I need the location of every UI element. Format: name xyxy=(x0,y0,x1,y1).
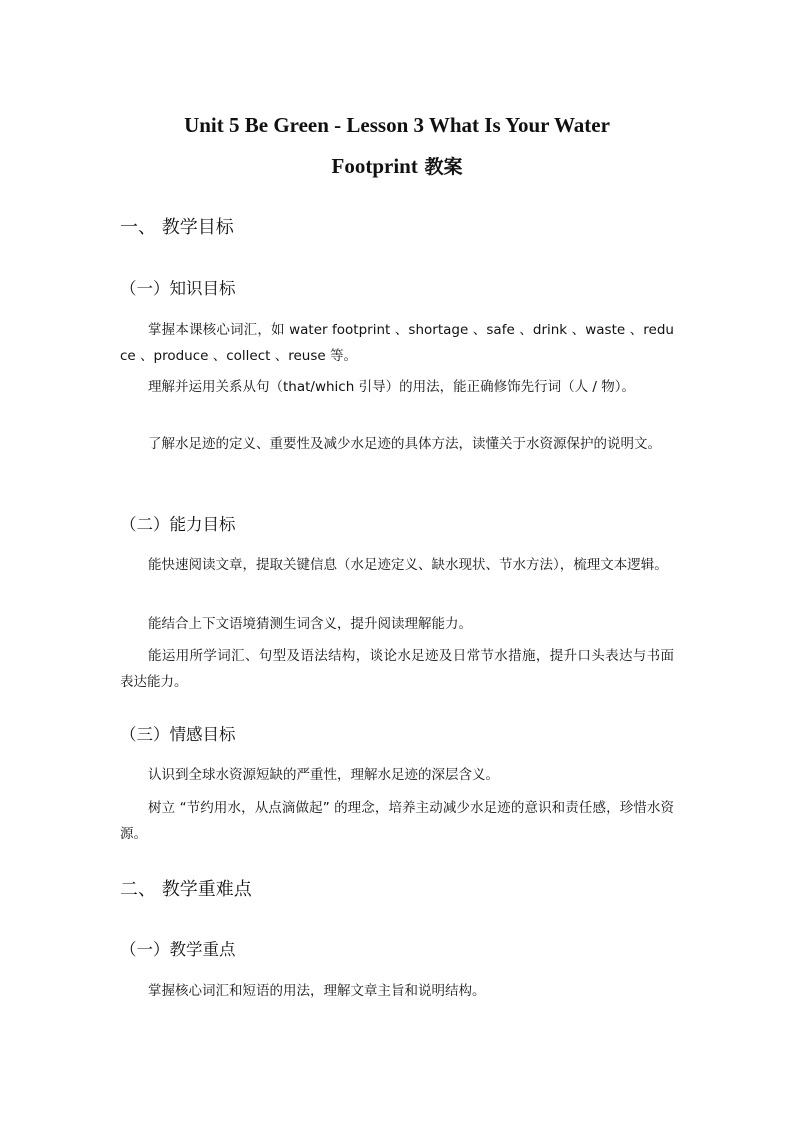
subsection-heading-emotion: （三）情感目标 xyxy=(120,725,236,744)
paragraph-relative-clause: 理解并运用关系从句（that/which 引导）的用法，能正确修饰先行词（人 / 物）。 xyxy=(148,379,635,395)
section-heading-key-difficult-points: 二、 教学重难点 xyxy=(120,879,252,900)
section-heading-teaching-objectives: 一、 教学目标 xyxy=(120,217,234,238)
paragraph-vocabulary: 掌握本课核心词汇，如 water footprint 、shortage 、safe 、drink 、waste 、reduce 、produce 、collect 、reuse 等。 xyxy=(120,322,674,364)
subsection-heading-knowledge: （一）知识目标 xyxy=(120,279,236,298)
title-english-part: Footprint xyxy=(331,154,418,178)
paragraph-water-footprint-definition: 了解水足迹的定义、重要性及减少水足迹的具体方法，读懂关于水资源保护的说明文。 xyxy=(148,436,661,452)
document-title-line-2 xyxy=(120,151,674,182)
paragraph-expression: 能运用所学词汇、句型及语法结构，谈论水足迹及日常节水措施，提升口头表达与书面表达能力。 xyxy=(120,648,674,690)
subsection-heading-key-points: （一）教学重点 xyxy=(120,940,236,959)
paragraph-key-points: 掌握核心词汇和短语的用法，理解文章主旨和说明结构。 xyxy=(148,983,486,999)
subsection-heading-ability: （二）能力目标 xyxy=(120,515,236,534)
title-chinese-part: 教案 xyxy=(417,156,463,178)
paragraph-fast-reading: 能快速阅读文章，提取关键信息（水足迹定义、缺水现状、节水方法），梳理文本逻辑。 xyxy=(148,557,668,573)
paragraph-save-water-concept: 树立 “节约用水，从点滴做起” 的理念，培养主动减少水足迹的意识和责任感，珍惜水资源。 xyxy=(120,800,674,842)
paragraph-context-guessing: 能结合上下文语境猜测生词含义，提升阅读理解能力。 xyxy=(148,616,472,632)
document-title-line-1: Unit 5 Be Green - Lesson 3 What Is Your Water xyxy=(184,113,610,137)
paragraph-water-shortage-awareness: 认识到全球水资源短缺的严重性，理解水足迹的深层含义。 xyxy=(148,767,499,783)
